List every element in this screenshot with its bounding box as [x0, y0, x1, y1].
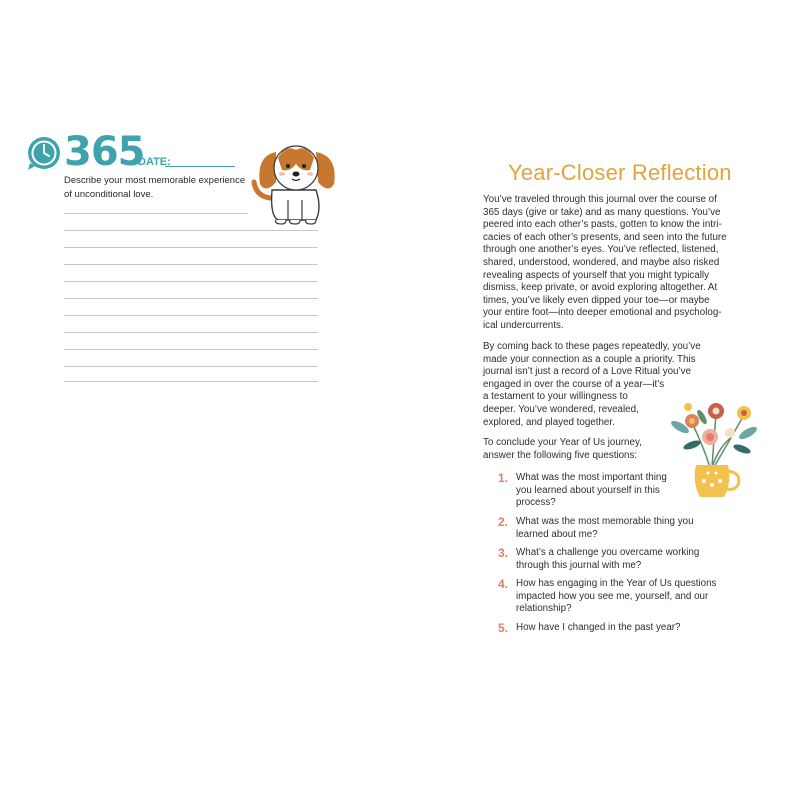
text-line: through one another’s eyes. You’ve reflected, listened, [483, 244, 719, 256]
paragraph-intro [483, 194, 727, 333]
text-line: process? [516, 497, 556, 509]
question-number: 1. [498, 471, 509, 485]
day-number: 365 [64, 129, 145, 175]
text-line: explored, and played together. [483, 416, 615, 428]
text-line: a testament to your willingness to [483, 391, 628, 403]
text-line: engaged in over the course of a year—it’s [483, 378, 665, 390]
text-line: you learned about yourself in this [516, 484, 660, 496]
text-line: cacies of each other’s presents, and seen into the future [483, 231, 727, 243]
text-line: To conclude your Year of Us journey, [483, 437, 642, 448]
question-number: 2. [498, 515, 509, 529]
writing-line[interactable] [64, 315, 318, 316]
text-line: revealing aspects of yourself that you might typically [483, 269, 709, 281]
text-line: relationship? [516, 603, 572, 615]
text-line: impacted how you see me, yourself, and our [516, 590, 709, 602]
question-number: 3. [498, 546, 509, 560]
text-line: times, you’ve likely even dipped your toe—or maybe [483, 294, 710, 306]
writing-line[interactable] [64, 247, 318, 248]
prompt-line: Describe your most memorable experience [64, 175, 246, 186]
text-line: answer the following five questions: [483, 449, 638, 461]
question-text [516, 622, 680, 635]
writing-line[interactable] [64, 349, 318, 350]
text-line: journal isn’t just a record of a Love Ritual you’ve [483, 366, 692, 378]
text-line: through this journal with me? [516, 559, 642, 571]
text-line: What’s a challenge you overcame working [516, 547, 700, 558]
text-line: learned about me? [516, 528, 598, 540]
journal-prompt [64, 174, 254, 202]
flower-vase-icon [662, 393, 762, 503]
question-text [516, 472, 667, 510]
text-line: deeper. You’ve wondered, revealed, [483, 403, 639, 415]
question-number: 5. [498, 621, 509, 635]
text-line: How has engaging in the Year of Us questions [516, 578, 717, 589]
prompt-line: of unconditional love. [64, 189, 154, 200]
question-text [516, 547, 699, 572]
text-line: made your connection as a couple a priority. This [483, 353, 696, 365]
text-line: What was the most important thing [516, 472, 667, 483]
text-line: You’ve traveled through this journal over the course of [483, 194, 717, 205]
text-line: your entire foot—into deeper emotional and psycholog- [483, 307, 722, 319]
text-line: By coming back to these pages repeatedly, you’ve [483, 341, 701, 352]
text-line: How have I changed in the past year? [516, 622, 681, 633]
writing-line[interactable] [64, 298, 318, 299]
writing-line[interactable] [64, 213, 248, 214]
date-field[interactable] [165, 166, 235, 167]
question-number: 4. [498, 577, 509, 591]
text-line: 365 days (give or take) and as many questions. You’ve [483, 206, 721, 218]
writing-line[interactable] [64, 366, 318, 367]
dog-icon [250, 138, 342, 226]
writing-line[interactable] [64, 381, 318, 382]
text-line: ical undercurrents. [483, 319, 564, 331]
writing-line[interactable] [64, 281, 318, 282]
writing-line[interactable] [64, 230, 318, 231]
question-text [516, 578, 716, 616]
page-title: Year-Closer Reflection [508, 160, 732, 185]
paragraph-conclude [483, 437, 642, 462]
clock-icon [26, 135, 62, 171]
writing-line[interactable] [64, 264, 318, 265]
date-label: DATE: [138, 156, 171, 168]
text-line: peered into each other’s pasts, gotten to know the intri- [483, 219, 722, 231]
text-line: dismiss, keep private, or avoid exploring altogether. At [483, 282, 718, 294]
question-text [516, 516, 694, 541]
text-line: shared, understood, wondered, and maybe also risked [483, 256, 720, 268]
text-line: What was the most memorable thing you [516, 516, 694, 527]
writing-line[interactable] [64, 332, 318, 333]
